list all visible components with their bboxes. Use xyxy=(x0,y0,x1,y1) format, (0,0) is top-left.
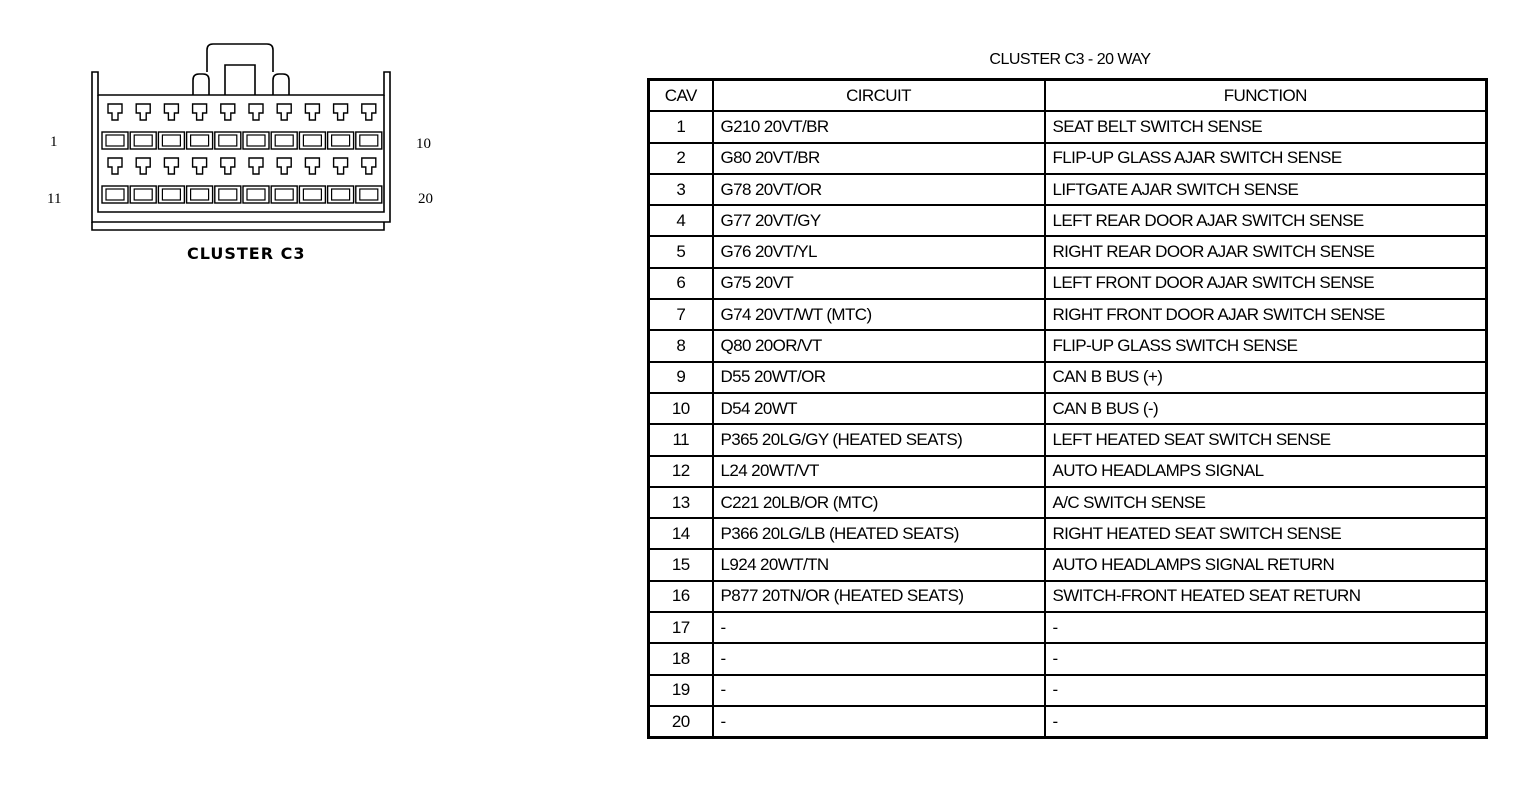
pin-cavity-inner xyxy=(134,135,152,146)
cell-cav: 18 xyxy=(649,643,713,674)
cell-cav: 8 xyxy=(649,330,713,361)
connector-name: CLUSTER C3 xyxy=(187,244,306,263)
table-header-row xyxy=(649,80,1487,112)
table-row xyxy=(649,706,1487,738)
pin-cavity-inner xyxy=(162,135,180,146)
pin-terminal xyxy=(136,158,150,174)
table-row xyxy=(649,205,1487,236)
latch-ear-right xyxy=(273,74,289,95)
cell-function: - xyxy=(1045,675,1487,706)
pin-terminal xyxy=(193,158,207,174)
cell-cav: 20 xyxy=(649,706,713,738)
pin-cavity-inner xyxy=(303,135,321,146)
pin-terminal xyxy=(277,158,291,174)
pin-cavity-inner xyxy=(360,135,378,146)
pin-terminal xyxy=(362,158,376,174)
table-row xyxy=(649,111,1487,142)
table-row xyxy=(649,424,1487,455)
table-row xyxy=(649,518,1487,549)
cell-function: LIFTGATE AJAR SWITCH SENSE xyxy=(1045,174,1487,205)
pin-cavity-inner xyxy=(275,135,293,146)
cell-function: - xyxy=(1045,643,1487,674)
cell-function: SWITCH-FRONT HEATED SEAT RETURN xyxy=(1045,581,1487,612)
pin-label-20: 20 xyxy=(418,191,433,207)
pin-terminal xyxy=(305,104,319,120)
cell-cav: 17 xyxy=(649,612,713,643)
cell-cav: 7 xyxy=(649,299,713,330)
table-row xyxy=(649,330,1487,361)
cell-cav: 9 xyxy=(649,362,713,393)
cell-function: FLIP-UP GLASS SWITCH SENSE xyxy=(1045,330,1487,361)
pin-cavity-inner xyxy=(303,189,321,200)
cell-cav: 13 xyxy=(649,487,713,518)
latch-ear-left xyxy=(193,74,209,95)
pin-cavity-inner xyxy=(247,189,265,200)
connector-diagram xyxy=(0,0,600,280)
pin-terminal xyxy=(136,104,150,120)
cell-function: SEAT BELT SWITCH SENSE xyxy=(1045,111,1487,142)
cell-circuit: G75 20VT xyxy=(713,268,1045,299)
cell-function: CAN B BUS (-) xyxy=(1045,393,1487,424)
pin-cavity-inner xyxy=(332,135,350,146)
cell-cav: 14 xyxy=(649,518,713,549)
table-row xyxy=(649,549,1487,580)
pin-cavity-inner xyxy=(247,135,265,146)
cell-function: - xyxy=(1045,612,1487,643)
table-row xyxy=(649,268,1487,299)
pin-cavity-inner xyxy=(106,135,124,146)
pin-terminal xyxy=(334,158,348,174)
table-row xyxy=(649,487,1487,518)
pin-terminal xyxy=(164,104,178,120)
cell-function: RIGHT FRONT DOOR AJAR SWITCH SENSE xyxy=(1045,299,1487,330)
cell-circuit: P877 20TN/OR (HEATED SEATS) xyxy=(713,581,1045,612)
cell-cav: 12 xyxy=(649,456,713,487)
pin-terminal xyxy=(305,158,319,174)
pin-terminal xyxy=(277,104,291,120)
cell-circuit: - xyxy=(713,675,1045,706)
cell-circuit: D55 20WT/OR xyxy=(713,362,1045,393)
table-row xyxy=(649,456,1487,487)
cell-function: - xyxy=(1045,706,1487,738)
table-row xyxy=(649,581,1487,612)
cell-circuit: G77 20VT/GY xyxy=(713,205,1045,236)
pin-terminal xyxy=(221,158,235,174)
pin-terminal xyxy=(334,104,348,120)
pin-terminal xyxy=(193,104,207,120)
cell-function: AUTO HEADLAMPS SIGNAL xyxy=(1045,456,1487,487)
table-row xyxy=(649,299,1487,330)
cell-cav: 16 xyxy=(649,581,713,612)
cell-function: CAN B BUS (+) xyxy=(1045,362,1487,393)
pin-terminal xyxy=(249,158,263,174)
cell-function: RIGHT REAR DOOR AJAR SWITCH SENSE xyxy=(1045,236,1487,267)
pin-row-top xyxy=(102,104,382,149)
cell-circuit: G78 20VT/OR xyxy=(713,174,1045,205)
cell-circuit: - xyxy=(713,643,1045,674)
pin-label-10: 10 xyxy=(416,136,431,152)
table-row xyxy=(649,362,1487,393)
latch-outline xyxy=(207,44,273,72)
pinout-table xyxy=(647,78,1488,739)
pin-terminal xyxy=(164,158,178,174)
table-row xyxy=(649,393,1487,424)
cell-function: LEFT HEATED SEAT SWITCH SENSE xyxy=(1045,424,1487,455)
cell-function: LEFT FRONT DOOR AJAR SWITCH SENSE xyxy=(1045,268,1487,299)
cell-cav: 3 xyxy=(649,174,713,205)
cell-cav: 1 xyxy=(649,111,713,142)
cell-function: RIGHT HEATED SEAT SWITCH SENSE xyxy=(1045,518,1487,549)
pin-row-bottom xyxy=(102,158,382,203)
cell-cav: 5 xyxy=(649,236,713,267)
pin-label-11: 11 xyxy=(47,191,62,207)
pin-cavity-inner xyxy=(275,189,293,200)
cell-cav: 10 xyxy=(649,393,713,424)
cell-function: FLIP-UP GLASS AJAR SWITCH SENSE xyxy=(1045,143,1487,174)
pin-terminal xyxy=(221,104,235,120)
pin-cavity-inner xyxy=(219,135,237,146)
cell-circuit: - xyxy=(713,612,1045,643)
cell-circuit: Q80 20OR/VT xyxy=(713,330,1045,361)
cell-circuit: L924 20WT/TN xyxy=(713,549,1045,580)
cell-function: AUTO HEADLAMPS SIGNAL RETURN xyxy=(1045,549,1487,580)
table-row xyxy=(649,143,1487,174)
cell-circuit: G74 20VT/WT (MTC) xyxy=(713,299,1045,330)
cell-circuit: L24 20WT/VT xyxy=(713,456,1045,487)
cell-cav: 6 xyxy=(649,268,713,299)
cell-circuit: G80 20VT/BR xyxy=(713,143,1045,174)
pin-cavity-inner xyxy=(332,189,350,200)
cell-circuit: P365 20LG/GY (HEATED SEATS) xyxy=(713,424,1045,455)
pin-cavity-inner xyxy=(134,189,152,200)
pin-label-1: 1 xyxy=(50,134,58,150)
table-title: CLUSTER C3 - 20 WAY xyxy=(989,51,1151,68)
table-row xyxy=(649,675,1487,706)
pin-cavity-inner xyxy=(191,189,209,200)
pin-cavity-inner xyxy=(162,189,180,200)
cell-circuit: G76 20VT/YL xyxy=(713,236,1045,267)
pin-terminal xyxy=(249,104,263,120)
cell-cav: 2 xyxy=(649,143,713,174)
table-row xyxy=(649,643,1487,674)
pin-terminal xyxy=(108,158,122,174)
table-row xyxy=(649,612,1487,643)
header-function: FUNCTION xyxy=(1045,80,1487,112)
pin-cavity-inner xyxy=(360,189,378,200)
table-row xyxy=(649,236,1487,267)
pin-cavity-inner xyxy=(219,189,237,200)
header-cav: CAV xyxy=(649,80,713,112)
header-circuit: CIRCUIT xyxy=(713,80,1045,112)
cell-function: LEFT REAR DOOR AJAR SWITCH SENSE xyxy=(1045,205,1487,236)
cell-circuit: D54 20WT xyxy=(713,393,1045,424)
cell-circuit: C221 20LB/OR (MTC) xyxy=(713,487,1045,518)
pin-cavity-inner xyxy=(191,135,209,146)
cell-circuit: - xyxy=(713,706,1045,738)
pin-cavity-inner xyxy=(106,189,124,200)
cell-cav: 19 xyxy=(649,675,713,706)
cell-function: A/C SWITCH SENSE xyxy=(1045,487,1487,518)
cell-circuit: G210 20VT/BR xyxy=(713,111,1045,142)
cell-cav: 15 xyxy=(649,549,713,580)
cell-cav: 11 xyxy=(649,424,713,455)
table-row xyxy=(649,174,1487,205)
cell-cav: 4 xyxy=(649,205,713,236)
pin-terminal xyxy=(108,104,122,120)
pin-terminal xyxy=(362,104,376,120)
cell-circuit: P366 20LG/LB (HEATED SEATS) xyxy=(713,518,1045,549)
connector-base xyxy=(92,222,384,230)
latch-tab xyxy=(225,65,255,95)
